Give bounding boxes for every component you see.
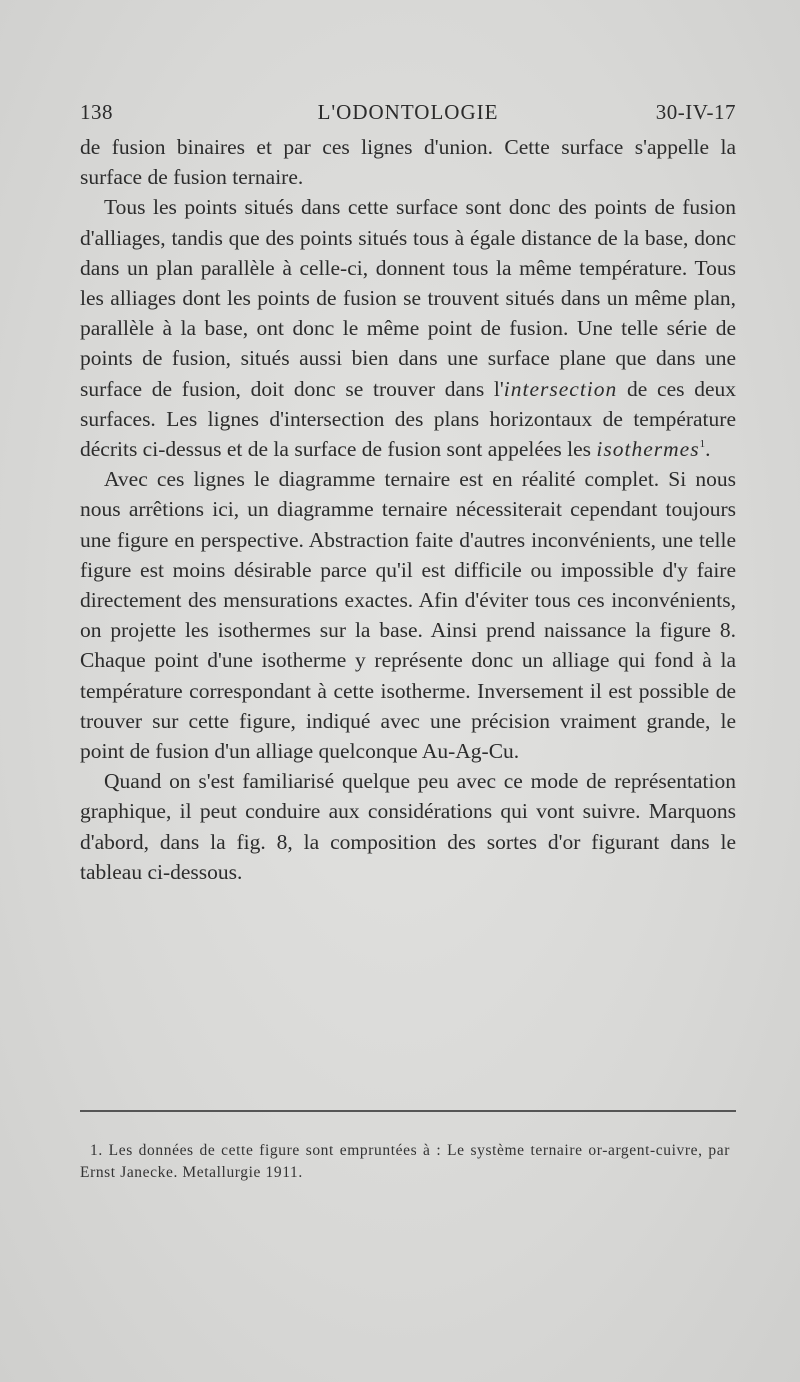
- paragraph-1: de fusion binaires et par ces lignes d'union. Cette surface s'appelle la surface de fusion ternaire.: [80, 135, 736, 190]
- running-title: L'ODONTOLOGIE: [317, 100, 499, 124]
- paragraph-2-part-b: de ces deux surfaces. Les lignes d'intersection des plans horizontaux de température décrits ci-dessus et de la surface de fusion sont appelées les: [80, 376, 736, 462]
- italic-intersection: intersection: [503, 376, 618, 401]
- running-head: [80, 100, 736, 132]
- paragraph-2-part-a: Tous les points situés dans cette surface sont donc des points de fusion d'alliages, tandis que des points situés tous à égale distance de la base, donc dans un plan parallèle à celle-ci, donnent tous la même température. Tous les alliages dont les points de fusion se trouvent situés dans un même plan, parallèle à la base, ont donc le même point de fusion. Une telle série de points de fusion, situés aussi bien dans une surface plane que dans une surface de fusion, doit donc se trouver dans l': [80, 195, 736, 401]
- book-page: [80, 100, 736, 887]
- paragraph-3: Avec ces lignes le diagramme ternaire est en réalité complet. Si nous nous arrêtions ici, un diagramme ternaire nécessiterait cependant toujours une figure en perspective. Abstraction faite d'autres inconvénients, une telle figure est moins désirable parce qu'il est difficile ou impossible d'y faire directement des mensurations exactes. Afin d'éviter tous ces inconvénients, on projette les isothermes sur la base. Ainsi prend naissance la figure 8. Chaque point d'une isotherme y représente donc un alliage qui fond à la température correspondant à cette isotherme. Inversement il est possible de trouver sur cette figure, indiqué avec une précision vraiment grande, le point de fusion d'un alliage quelconque Au-Ag-Cu.: [80, 467, 736, 764]
- page-number: 138: [80, 100, 113, 124]
- footnote-text: Les données de cette figure sont empruntées à : Le système ternaire or-argent-cuivre, par Ernst Janecke. Metallurgie 1911.: [80, 1142, 730, 1181]
- footnote-marker: 1: [699, 438, 706, 451]
- paragraph-4: Quand on s'est familiarisé quelque peu avec ce mode de représentation graphique, il peut conduire aux considérations qui vont suivre. Marquons d'abord, dans la fig. 8, la composition des sortes d'or figurant dans le tableau ci-dessous.: [80, 769, 736, 884]
- paragraph-2: [80, 192, 736, 464]
- footnote-number: 1.: [90, 1142, 103, 1159]
- body-text: [80, 132, 736, 887]
- issue-date: 30-IV-17: [655, 100, 736, 124]
- footnote: [80, 1140, 730, 1184]
- paragraph-2-part-c: .: [705, 437, 711, 462]
- footnote-divider: [80, 1110, 736, 1112]
- italic-isothermes: isothermes: [596, 437, 700, 462]
